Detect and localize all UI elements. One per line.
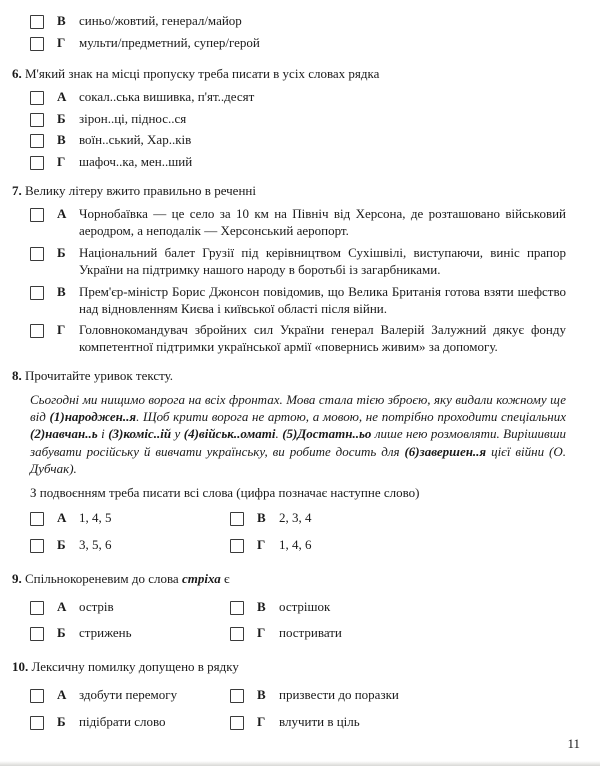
answer-checkbox[interactable] [30,37,44,51]
option-letter: Г [257,714,266,730]
question-number: 8. [12,368,22,384]
answer-checkbox[interactable] [230,601,244,615]
answer-option [230,625,566,642]
option-text: синьо/жовтий, генерал/майор [79,13,242,28]
answer-option [30,206,566,240]
option-letter: Б [57,536,66,552]
answer-option [30,284,566,318]
question-number: 6. [12,65,22,81]
answer-option [30,245,566,279]
answer-checkbox[interactable] [30,286,44,300]
answer-checkbox[interactable] [230,689,244,703]
option-text: Головнокомандувач збройних сил України генерал Валерій Залужний дякує фонду компетентної підтримки української армії «повернись живим» за допомогу. [79,322,566,355]
option-text: Чорнобаївка — це село за 10 км на Північ від Херсона, де розташовано військовий аеродром, а неподалік — Херсонський аеропорт. [79,206,566,239]
option-letter: А [57,687,67,703]
option-text: 1, 4, 5 [79,509,112,525]
answer-checkbox[interactable] [30,689,44,703]
question-number: 10. [12,659,29,675]
question-head [12,659,566,676]
option-text: мульти/предметний, супер/герой [79,34,260,50]
answer-option [30,322,566,356]
option-letter: Г [257,625,266,641]
question-10 [12,659,566,736]
question-head [12,368,566,385]
question-6 [12,66,566,171]
answer-option [30,510,226,527]
option-letter: В [57,132,66,148]
answer-option [230,510,566,527]
option-text: Прем'єр-міністр Борис Джонсон повідомив, що Велика Британія готова взяти шефство над відновленням Києва і київської області після війни. [79,283,566,316]
option-text: Національний балет Грузії під керівництвом Сухішвілі, виступаючи, виніс прапор України на підтримку нашого народу в боротьбі із загарбниками. [79,244,566,277]
answer-checkbox[interactable] [30,156,44,170]
answer-option [30,625,226,642]
answer-option [30,35,566,52]
answer-checkbox[interactable] [30,324,44,338]
option-letter: А [57,509,67,525]
answer-checkbox[interactable] [30,539,44,553]
option-text: призвести до поразки [279,687,399,703]
option-letter: А [57,206,67,222]
option-letter: Б [57,714,66,730]
answer-checkbox[interactable] [30,15,44,29]
option-text: 1, 4, 6 [279,536,312,552]
answer-checkbox[interactable] [30,512,44,526]
answer-option [230,714,566,731]
page-number: 11 [567,736,580,751]
answer-checkbox[interactable] [30,627,44,641]
option-text: 2, 3, 4 [279,509,312,525]
question-subprompt: З подвоєнням треба писати всі слова (цифра позначає наступне слово) [30,484,420,500]
option-letter: Г [57,34,66,50]
question-number: 7. [12,183,22,199]
answer-checkbox[interactable] [230,627,244,641]
answer-checkbox[interactable] [30,716,44,730]
option-text: шафоч..ка, мен..ший [79,154,193,170]
question-prompt: Прочитайте уривок тексту. [25,368,174,384]
option-text: сокал..ська вишивка, п'ят..десят [79,88,255,104]
option-text: острішок [279,598,331,614]
text-passage: Сьогодні ми нищимо ворога на всіх фронтах. Мова стала тією зброєю, яку видали кожному ще від (1)народжен..я. Щоб крити ворога не артою, а мовою, не потрібно проходити спеціальних (2)навчан..ь і (3)коміс..ій у (4)військ..оматі. (5)Достатн..ьо лише нею розмовляти. Вирішивши забувати російську й вивчати українську, ви робите досить для (6)завершен..я цієї війни (О. Дубчак). [30,392,567,476]
option-text: воїн..ський, Хар..ків [79,132,192,148]
answer-option [30,13,566,30]
options-list [30,89,566,172]
option-letter: Г [57,322,66,338]
option-text: стрижень [79,625,132,641]
answer-option [30,132,566,149]
option-text: постривати [279,625,342,641]
question-9 [12,571,566,648]
option-text: влучити в ціль [279,714,360,730]
options-list [30,206,566,356]
option-text: острів [79,598,114,614]
option-letter: Г [57,154,66,170]
option-letter: А [57,598,67,614]
question-8 [12,368,566,558]
question-number: 9. [12,570,22,586]
answer-checkbox[interactable] [30,208,44,222]
answer-option [230,687,566,704]
question-head [12,66,566,83]
option-letter: В [57,283,66,299]
answer-checkbox[interactable] [230,512,244,526]
option-text: 3, 5, 6 [79,536,112,552]
option-text: здобути перемогу [79,687,178,703]
answer-option [30,537,226,554]
question-prompt: Спільнокореневим до слова стріха є [25,570,230,586]
options-grid [30,682,566,736]
answer-option [30,714,226,731]
answer-checkbox[interactable] [230,716,244,730]
carryover-options [30,13,566,52]
answer-checkbox[interactable] [30,91,44,105]
answer-checkbox[interactable] [30,113,44,127]
answer-option [30,154,566,171]
option-letter: Б [57,625,66,641]
option-letter: Г [257,536,266,552]
option-letter: Б [57,110,66,126]
option-letter: В [57,13,66,28]
options-grid [30,505,566,559]
options-grid [30,594,566,648]
answer-checkbox[interactable] [230,539,244,553]
option-text: підібрати слово [79,714,166,730]
answer-option [30,111,566,128]
question-prompt: Велику літеру вжито правильно в реченні [25,183,256,199]
question-head [12,183,566,200]
question-prompt: М'який знак на місці пропуску треба писати в усіх словах рядка [25,65,380,81]
option-letter: В [257,687,266,703]
answer-option [230,599,566,616]
answer-option [30,599,226,616]
answer-option [30,687,226,704]
option-letter: В [257,598,266,614]
answer-checkbox[interactable] [30,601,44,615]
answer-option [30,89,566,106]
answer-checkbox[interactable] [30,247,44,261]
answer-checkbox[interactable] [30,134,44,148]
option-letter: Б [57,244,66,260]
page-edge-shadow [0,761,600,766]
question-7 [12,183,566,356]
question-prompt: Лексичну помилку допущено в рядку [31,659,239,675]
option-letter: А [57,88,67,104]
option-text: зірон..ці, піднос..ся [79,110,187,126]
answer-option [230,537,566,554]
question-head [12,571,566,588]
option-letter: В [257,509,266,525]
